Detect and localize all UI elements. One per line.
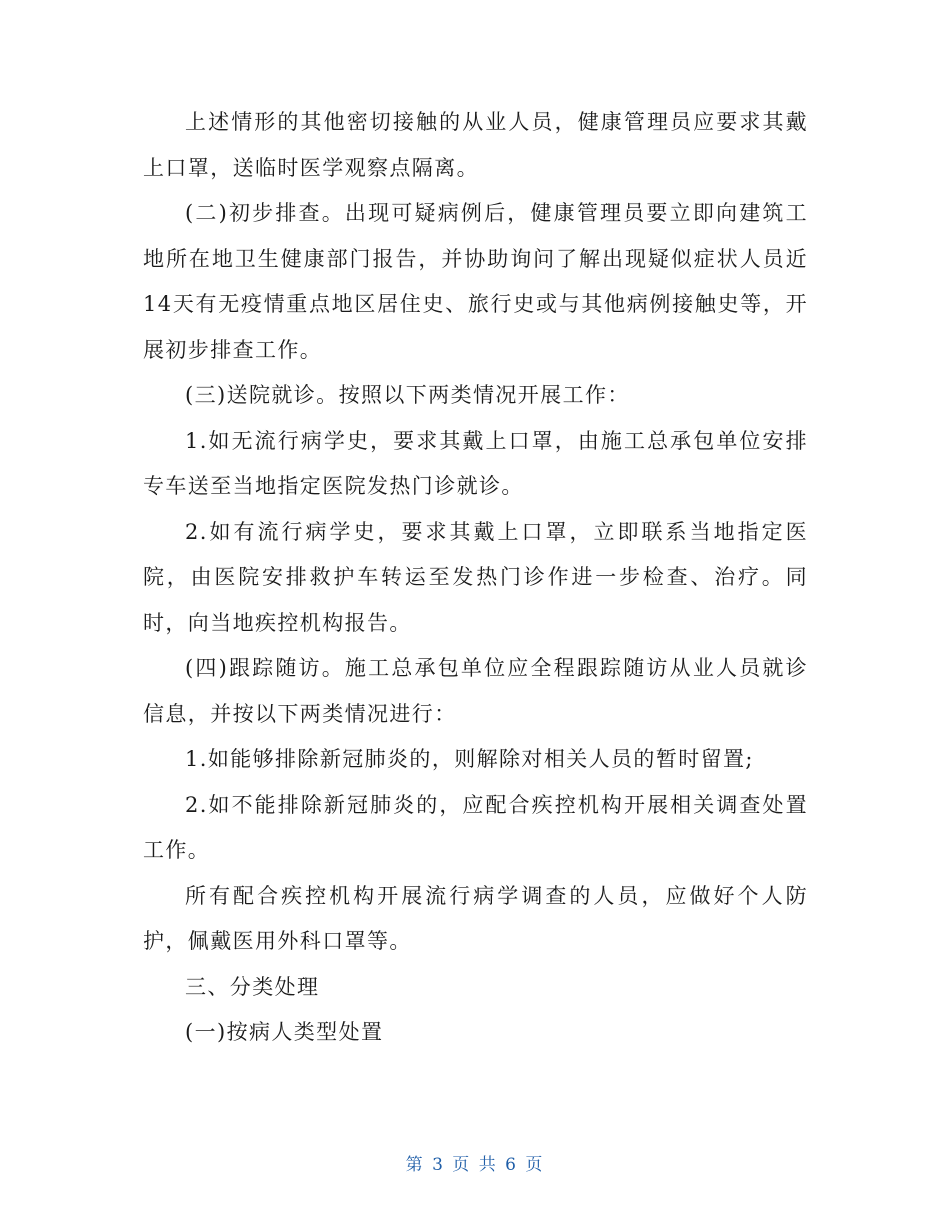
- section-heading: 三、分类处理: [185, 974, 320, 999]
- paragraph: 上述情形的其他密切接触的从业人员，健康管理员应要求其戴上口罩，送临时医学观察点隔离。: [143, 110, 808, 180]
- paragraph: 2.如有流行病学史，要求其戴上口罩，立即联系当地指定医院，由医院安排救护车转运至发热门诊作进一步检查、治疗。同时，向当地疾控机构报告。: [143, 519, 808, 635]
- paragraph: 所有配合疾控机构开展流行病学调查的人员，应做好个人防护，佩戴医用外科口罩等。: [143, 883, 808, 953]
- paragraph: (三)送院就诊。按照以下两类情况开展工作：: [185, 383, 630, 407]
- paragraph: (四)跟踪随访。施工总承包单位应全程跟踪随访从业人员就诊信息，并按以下两类情况进行：: [143, 656, 808, 726]
- paragraph: 1.如无流行病学史，要求其戴上口罩，由施工总承包单位安排专车送至当地指定医院发热门诊就诊。: [143, 428, 808, 498]
- document-body: [143, 100, 808, 1056]
- subsection-heading: (一)按病人类型处置: [185, 1020, 384, 1044]
- page-number-footer: 第 3 页 共 6 页: [405, 1155, 545, 1175]
- paragraph: (二)初步排查。出现可疑病例后，健康管理员要立即向建筑工地所在地卫生健康部门报告，并协助询问了解出现疑似症状人员近14天有无疫情重点地区居住史、旅行史或与其他病例接触史等，开展初步排查工作。: [143, 201, 808, 362]
- paragraph: 2.如不能排除新冠肺炎的，应配合疾控机构开展相关调查处置工作。: [143, 792, 808, 862]
- paragraph: 1.如能够排除新冠肺炎的，则解除对相关人员的暂时留置;: [185, 747, 754, 771]
